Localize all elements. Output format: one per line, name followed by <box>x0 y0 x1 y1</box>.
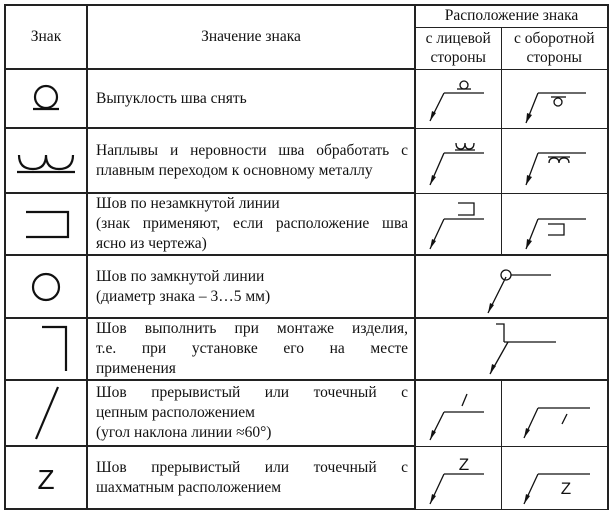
closed-line-seam-icon <box>5 255 87 318</box>
header-sign: Знак <box>5 5 87 69</box>
description-line: Наплывы и неровности шва обработать с <box>96 141 408 159</box>
description-line: Шов прерывистый или точечный с <box>96 458 408 476</box>
convexity-removal-icon <box>5 69 87 128</box>
field-weld-icon <box>5 318 87 380</box>
smooth-transition-icon <box>5 128 87 193</box>
front-side-example <box>415 69 501 128</box>
row-description <box>87 318 415 380</box>
staggered-intermittent-icon <box>5 446 87 509</box>
table-row <box>5 318 608 380</box>
row-description <box>87 380 415 446</box>
row-description <box>87 255 415 318</box>
description-line: плавным переходом к основному металлу <box>96 161 373 179</box>
back-side-example <box>501 69 608 128</box>
header-front-line: с лицевой <box>425 30 491 47</box>
description-line: (угол наклона линии ≈60°) <box>96 424 272 441</box>
description-line: (диаметр знака – 3…5 мм) <box>96 287 271 305</box>
chain-intermittent-icon <box>5 380 87 446</box>
table-row <box>5 69 608 128</box>
table-row <box>5 193 608 255</box>
row-description <box>87 446 415 509</box>
description-line: Шов прерывистый или точечный с <box>96 384 408 401</box>
front-sign-letter: Z <box>459 454 470 474</box>
description-line: т.е. при установке его на месте <box>96 340 408 357</box>
table-row <box>5 128 608 193</box>
row-description <box>87 193 415 255</box>
table-row <box>5 446 608 509</box>
row-description <box>87 128 415 193</box>
description-line: ясно из чертежа) <box>96 235 207 252</box>
header-back-line: с оборотной <box>513 30 595 47</box>
weld-symbols-table <box>4 4 609 510</box>
description-line: Выпуклость шва снять <box>96 89 247 107</box>
description-line: Шов по незамкнутой линии <box>96 195 280 212</box>
description-line: цепным расположением <box>96 404 255 421</box>
description-line: применения <box>96 360 176 377</box>
front-side-example <box>415 193 501 255</box>
location-example <box>415 255 608 318</box>
header-front <box>415 27 501 69</box>
row-description <box>87 69 415 128</box>
description-line: (знак применяют, если расположение шва <box>96 215 408 232</box>
header-location: Расположение знака <box>415 5 608 27</box>
header-front-line: стороны <box>430 49 486 66</box>
front-side-example <box>415 380 501 446</box>
location-example <box>415 318 608 380</box>
description-line: шахматным расположением <box>96 478 282 496</box>
description-line: Шов по замкнутой линии <box>96 267 265 285</box>
back-side-example <box>501 446 608 509</box>
back-side-example <box>501 380 608 446</box>
open-line-seam-icon <box>5 193 87 255</box>
header-meaning: Значение знака <box>87 5 415 69</box>
back-sign-letter: Z <box>561 478 572 498</box>
description-line: Шов выполнить при монтаже изделия, <box>96 320 408 337</box>
front-side-example <box>415 446 501 509</box>
sign-letter: Z <box>37 463 55 495</box>
header-back <box>501 27 608 69</box>
front-side-example <box>415 128 501 193</box>
back-side-example <box>501 193 608 255</box>
table-row <box>5 380 608 446</box>
header-back-line: стороны <box>526 49 582 66</box>
back-side-example <box>501 128 608 193</box>
table-row <box>5 255 608 318</box>
